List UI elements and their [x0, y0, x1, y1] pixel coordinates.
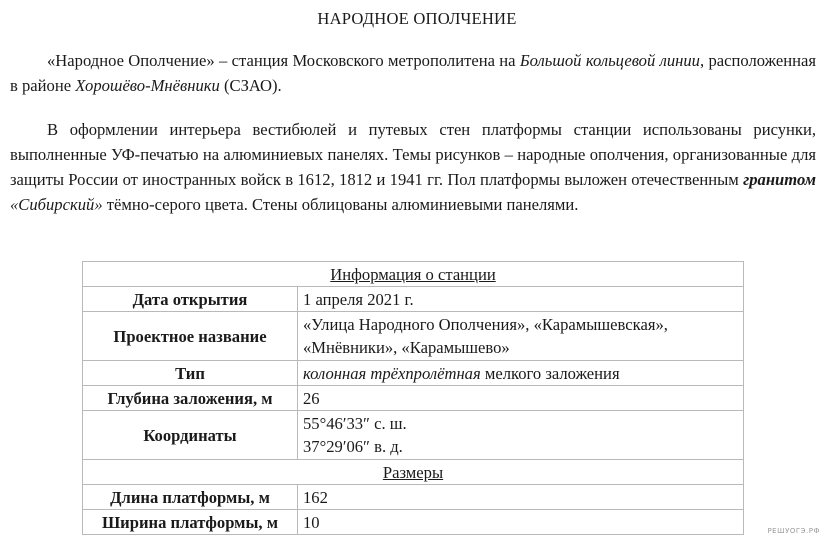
- intro-district-name: Хорошёво-Мнёвники: [75, 76, 220, 95]
- row-value-project-name: [298, 312, 744, 361]
- row-value-coordinates: [298, 411, 744, 460]
- intro-paragraph: [10, 48, 816, 98]
- section-header-info-text: Информация о станции: [330, 264, 496, 284]
- project-name-line-2: «Мнёвники», «Карамышево»: [303, 338, 510, 357]
- row-value-platform-length: 162: [298, 485, 744, 510]
- row-value-platform-width: 10: [298, 510, 744, 535]
- station-info-table: [82, 261, 744, 535]
- row-value-type: [298, 361, 744, 386]
- project-name-line-1: «Улица Народного Ополчения», «Карамышевская»,: [303, 315, 668, 334]
- table-row-platform-width: [83, 510, 744, 535]
- row-value-depth: 26: [298, 386, 744, 411]
- row-key-platform-width: Ширина платформы, м: [83, 510, 298, 535]
- row-key-type: Тип: [83, 361, 298, 386]
- table-row-platform-length: [83, 485, 744, 510]
- row-key-depth: Глубина заложения, м: [83, 386, 298, 411]
- row-value-opening-date: 1 апреля 2021 г.: [298, 287, 744, 312]
- design-granite-name: «Сибирский»: [10, 195, 103, 214]
- intro-text-1: «Народное Ополчение» – станция Московского метрополитена на: [47, 51, 520, 70]
- table-row-coordinates: [83, 411, 744, 460]
- table-row-opening-date: [83, 287, 744, 312]
- intro-text-3: (СЗАО).: [219, 76, 282, 95]
- table-section-row: [83, 262, 744, 287]
- table-row-depth: [83, 386, 744, 411]
- type-rest-part: мелкого заложения: [480, 363, 620, 383]
- document-title: НАРОДНОЕ ОПОЛЧЕНИЕ: [317, 9, 517, 28]
- type-italic-part: колонная трёхпролётная: [303, 363, 481, 383]
- table-row-project-name: [83, 312, 744, 361]
- row-key-opening-date: Дата открытия: [83, 287, 298, 312]
- design-paragraph: [10, 117, 816, 217]
- design-text-1: В оформлении интерьера вестибюлей и путевых стен платформы станции использованы рисунки, выполненные УФ-печатью на алюминиевых панелях. Темы рисунков – народные ополчения, организованные для защиты России от иностранных войск в 1612, 1812 и 1941 гг. Пол платформы выложен отечественным: [10, 120, 816, 189]
- row-key-project-name: Проектное название: [83, 312, 298, 361]
- design-text-2: тёмно-серого цвета. Стены облицованы алюминиевыми панелями.: [102, 195, 579, 214]
- intro-text-2: , расположенная в районе: [10, 51, 817, 95]
- row-key-coordinates: Координаты: [83, 411, 298, 460]
- design-granite-word: гранитом: [743, 170, 816, 189]
- coordinate-latitude: 55°46′33″ с. ш.: [303, 414, 407, 433]
- site-watermark: РЕШУОГЭ.РФ: [767, 527, 820, 535]
- table-row-type: [83, 361, 744, 386]
- intro-line-name: Большой кольцевой линии: [519, 51, 700, 70]
- section-header-dimensions: [83, 460, 744, 485]
- section-header-info: [83, 262, 744, 287]
- coordinate-longitude: 37°29′06″ в. д.: [303, 437, 403, 456]
- table-section-row: [83, 460, 744, 485]
- section-header-dimensions-text: Размеры: [382, 462, 444, 482]
- row-key-platform-length: Длина платформы, м: [83, 485, 298, 510]
